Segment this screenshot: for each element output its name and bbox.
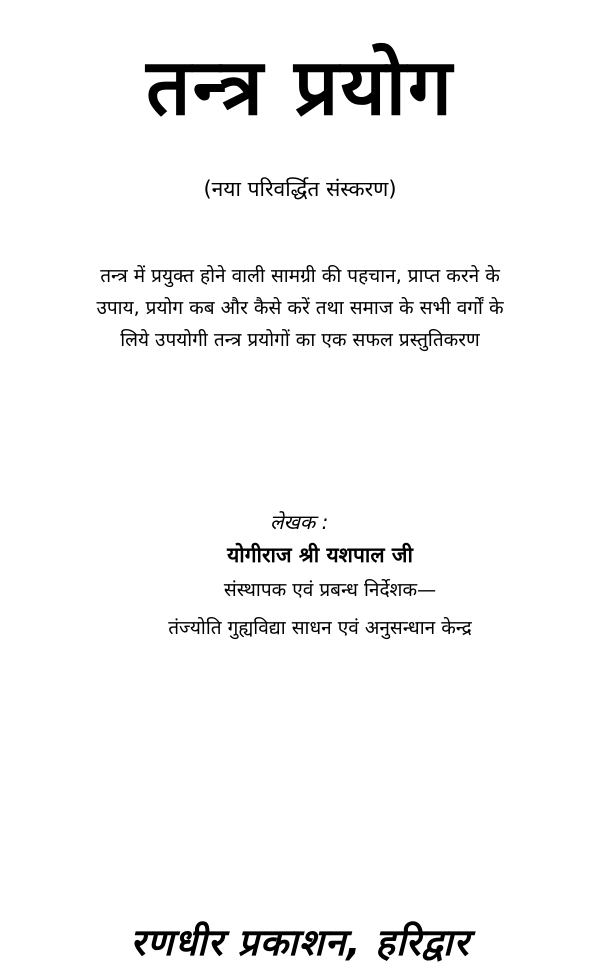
author-label: लेखक : (270, 510, 329, 534)
edition-note: (नया परिवर्द्धित संस्करण) (203, 177, 397, 201)
book-title: तन्त्र प्रयोग (146, 43, 454, 133)
author-role: संस्थापक एवं प्रबन्ध निर्देशक— (223, 579, 437, 601)
author-name: योगीराज श्री यशपाल जी (227, 543, 413, 567)
publisher-imprint: रणधीर प्रकाशन, हरिद्वार (130, 921, 470, 964)
description-line: लिये उपयोगी तन्त्र प्रयोगों का एक सफल प्रस्तुतिकरण (120, 329, 480, 351)
description-line: उपाय, प्रयोग कब और कैसे करें तथा समाज के सभी वर्गों के (96, 297, 504, 319)
description-line: तन्त्र में प्रयुक्त होने वाली सामग्री की पहचान, प्राप्त करने के (100, 265, 500, 287)
book-description (20, 260, 580, 356)
author-organization: तंज्योति गुह्यविद्या साधन एवं अनुसन्धान केन्द्र (168, 617, 472, 639)
